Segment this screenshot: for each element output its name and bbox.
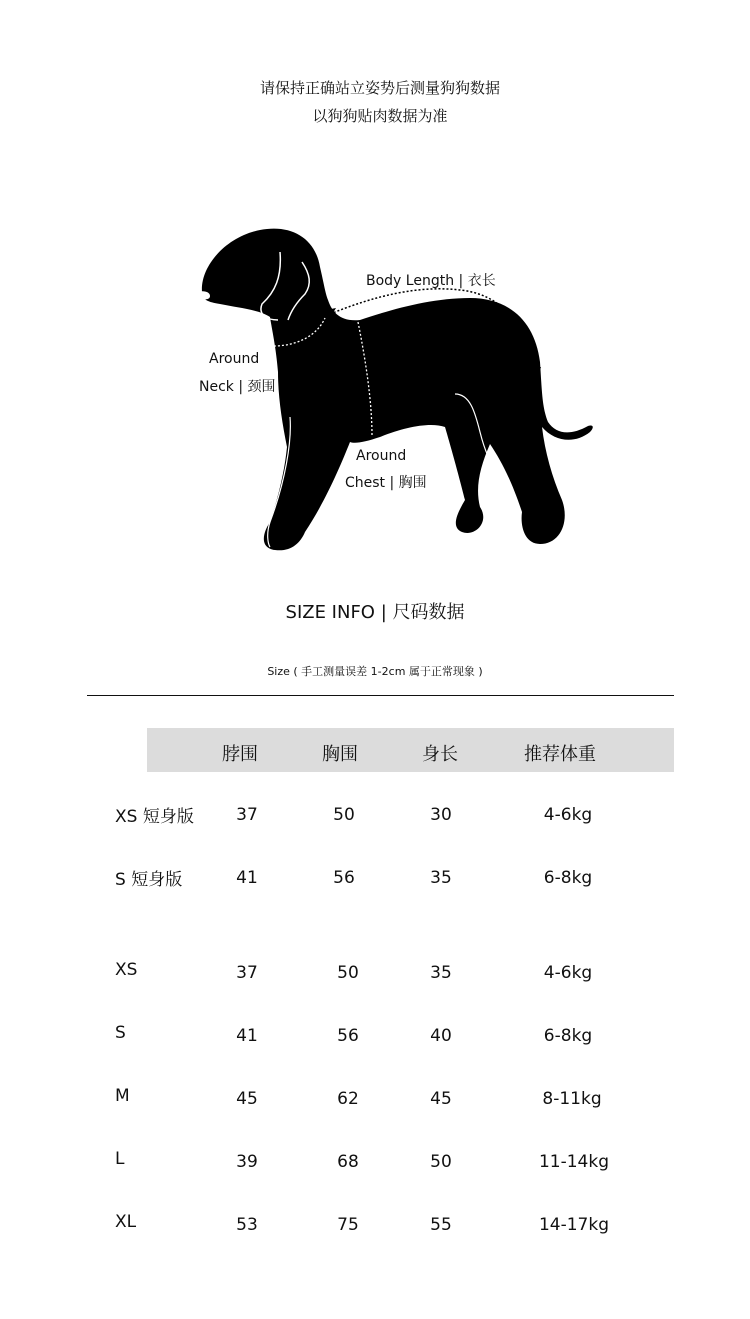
cell-size: XL [115, 1212, 137, 1232]
cell-size: S 短身版 [115, 870, 183, 890]
cell-weight: 6-8kg [543, 1026, 593, 1046]
cell-chest: 75 [337, 1215, 359, 1235]
cell-weight: 14-17kg [538, 1215, 610, 1235]
cell-length: 35 [430, 868, 452, 888]
neck-label-line-1: Around [209, 351, 260, 367]
neck-label-line-2: Neck | 颈围 [199, 379, 276, 395]
cell-size: L [115, 1149, 125, 1169]
cell-neck: 37 [236, 805, 258, 825]
cell-chest: 50 [333, 805, 355, 825]
cell-chest: 56 [333, 868, 355, 888]
header-chest: 胸围 [322, 744, 358, 765]
header-neck: 脖围 [222, 744, 258, 765]
cell-chest: 62 [337, 1089, 359, 1109]
cell-length: 45 [430, 1089, 452, 1109]
cell-weight: 8-11kg [542, 1089, 602, 1109]
cell-neck: 45 [236, 1089, 258, 1109]
cell-neck: 41 [236, 868, 258, 888]
cell-size: M [115, 1086, 130, 1106]
cell-size: XS 短身版 [115, 807, 194, 827]
cell-weight: 4-6kg [543, 963, 593, 983]
cell-chest: 68 [337, 1152, 359, 1172]
body-length-label: Body Length | 衣长 [366, 273, 496, 289]
header-length: 身长 [422, 744, 458, 765]
cell-length: 50 [430, 1152, 452, 1172]
cell-neck: 39 [236, 1152, 258, 1172]
intro-line-2: 以狗狗贴肉数据为准 [312, 107, 448, 125]
cell-chest: 56 [337, 1026, 359, 1046]
cell-weight: 11-14kg [538, 1152, 610, 1172]
chest-label-line-1: Around [356, 448, 407, 464]
header-weight: 推荐体重 [524, 744, 596, 765]
cell-size: XS [115, 960, 138, 980]
cell-length: 35 [430, 963, 452, 983]
divider [87, 695, 674, 696]
cell-length: 30 [430, 805, 452, 825]
cell-neck: 53 [236, 1215, 258, 1235]
cell-size: S [115, 1023, 126, 1043]
cell-chest: 50 [337, 963, 359, 983]
chest-label-line-2: Chest | 胸围 [345, 475, 427, 491]
cell-weight: 4-6kg [543, 805, 593, 825]
cell-neck: 37 [236, 963, 258, 983]
cell-weight: 6-8kg [543, 868, 593, 888]
measurement-note: Size ( 手工测量误差 1-2cm 属于正常现象 ) [267, 665, 483, 678]
section-title: SIZE INFO | 尺码数据 [285, 602, 465, 623]
cell-neck: 41 [236, 1026, 258, 1046]
cell-length: 40 [430, 1026, 452, 1046]
intro-line-1: 请保持正确站立姿势后测量狗狗数据 [259, 79, 500, 97]
cell-length: 55 [430, 1215, 452, 1235]
